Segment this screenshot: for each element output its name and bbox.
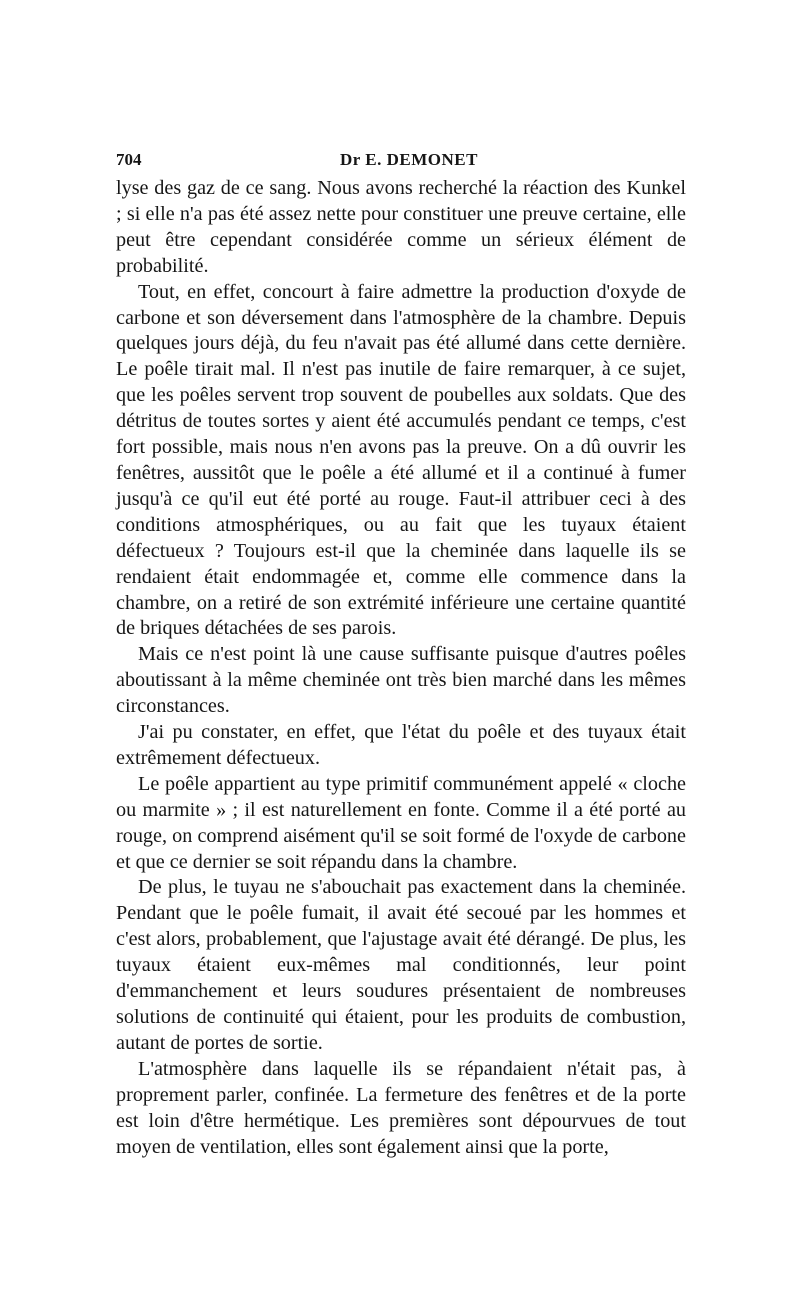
paragraph: Le poêle appartient au type primitif communément appelé « cloche ou marmite » ; il est naturellement en fonte. Comme il a été porté au rouge, on comprend aisément qu'il se soit formé de l'oxyde de carbone et que ce dernier se soit répandu dans la chambre. [116,772,686,873]
page-header [116,150,686,176]
body-text [116,176,686,1160]
page-number: 704 [116,150,142,169]
paragraph: Tout, en effet, concourt à faire admettre la production d'oxyde de carbone et son déversement dans l'atmosphère de la chambre. Depuis quelques jours déjà, du feu n'avait pas été allumé dans cette dernière. Le poêle tirait mal. Il n'est pas inutile de faire remarquer, à ce sujet, que les poêles servent trop souvent de poubelles aux soldats. Que des détritus de toutes sortes y aient été accumulés pendant ce temps, c'est fort possible, mais nous n'en avons pas la preuve. On a dû ouvrir les fenêtres, aussitôt que le poêle a été allumé et il a continué à fumer jusqu'à ce qu'il eut été porté au rouge. Faut-il attribuer ceci à des conditions atmosphériques, ou au fait que les tuyaux étaient défectueux ? Toujours est-il que la cheminée dans laquelle ils se rendaient était endommagée et, comme elle commence dans la chambre, on a retiré de son extrémité inférieure une certaine quantité de briques détachées de ses parois. [116,280,686,640]
book-page [116,150,686,1160]
paragraph: Mais ce n'est point là une cause suffisante puisque d'autres poêles aboutissant à la même cheminée ont très bien marché dans les mêmes circonstances. [116,643,686,718]
paragraph: J'ai pu constater, en effet, que l'état du poêle et des tuyaux était extrêmement défectueux. [116,721,686,769]
paragraph-continuation: lyse des gaz de ce sang. Nous avons recherché la réaction des Kunkel ; si elle n'a pas été assez nette pour constituer une preuve certaine, elle peut être cependant considérée comme un sérieux élément de probabilité. [116,177,686,277]
running-title: Dr E. DEMONET [340,150,478,169]
paragraph: De plus, le tuyau ne s'abouchait pas exactement dans la cheminée. Pendant que le poêle fumait, il avait été secoué par les hommes et c'est alors, probablement, que l'ajustage avait été dérangé. De plus, les tuyaux étaient eux-mêmes mal conditionnés, leur point d'emmanchement et leurs soudures présentaient de nombreuses solutions de continuité qui étaient, pour les produits de combustion, autant de portes de sortie. [116,876,686,1054]
paragraph: L'atmosphère dans laquelle ils se répandaient n'était pas, à proprement parler, confinée. La fermeture des fenêtres et de la porte est loin d'être hermétique. Les premières sont dépourvues de tout moyen de ventilation, elles sont également ainsi que la porte, [116,1057,686,1158]
